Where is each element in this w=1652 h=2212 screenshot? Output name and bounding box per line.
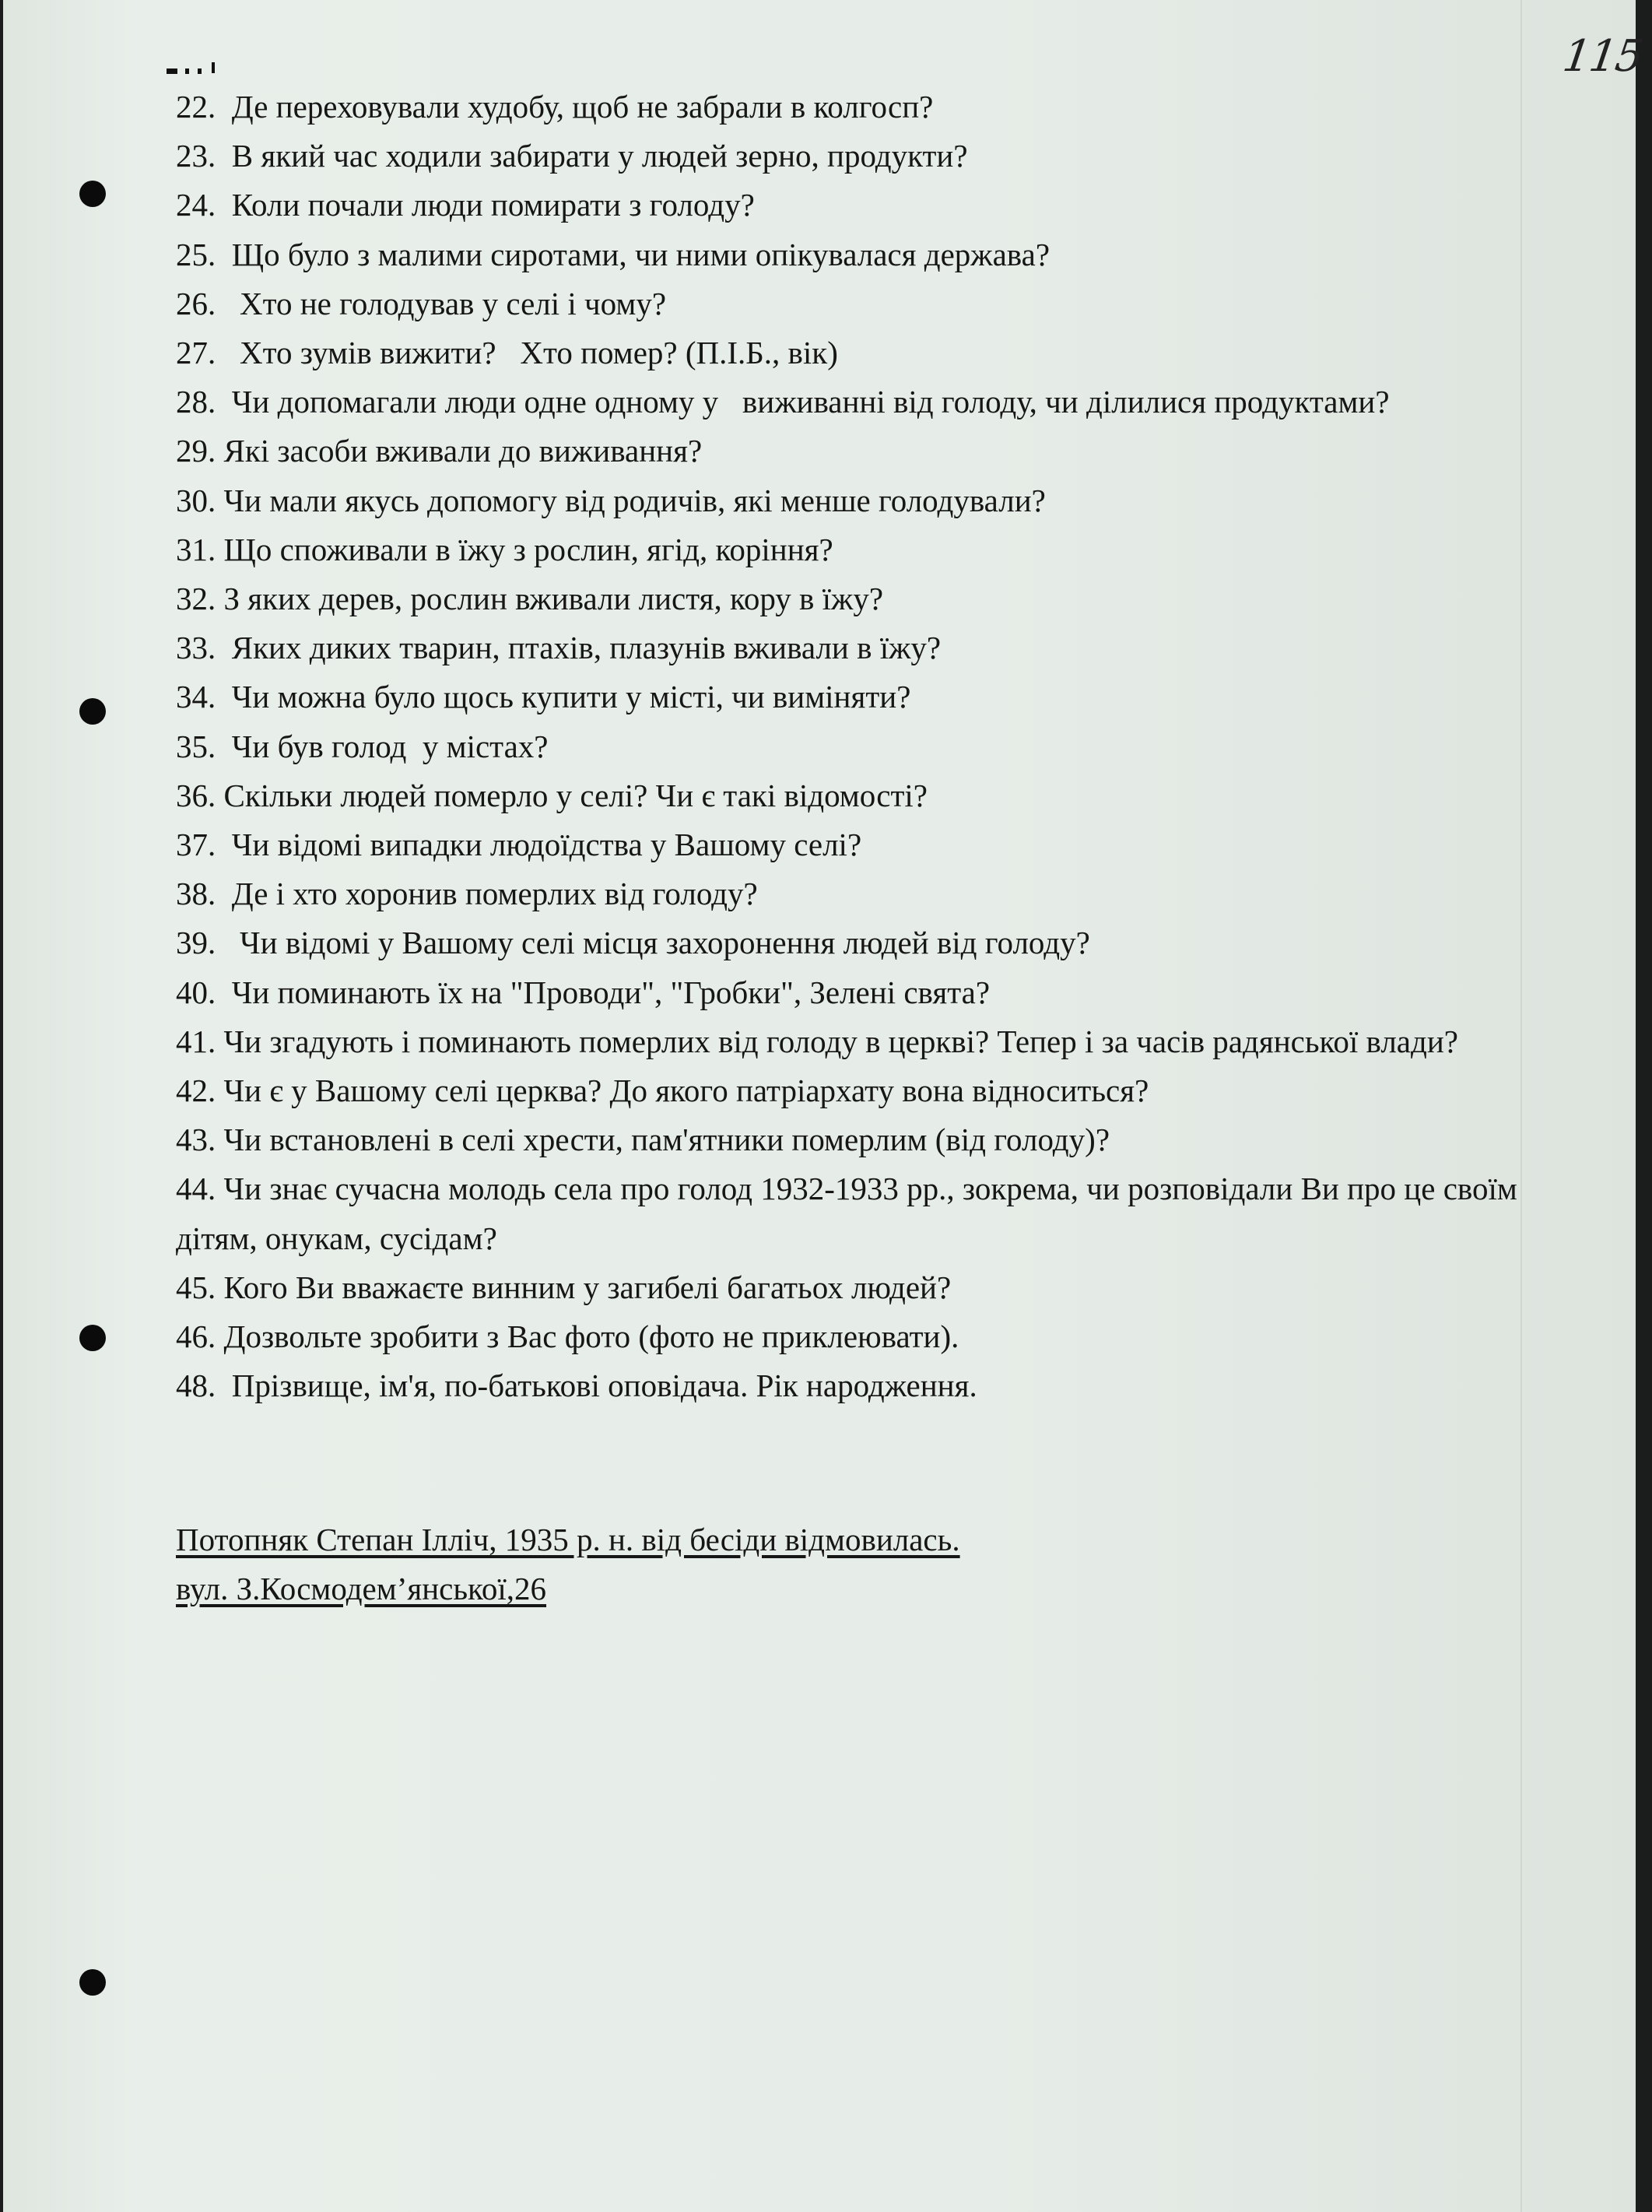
question-item: 40. Чи поминають їх на "Проводи", "Гробки", Зелені свята? [176,974,991,1010]
question-item: 37. Чи відомі випадки людоїдства у Вашому селі? [176,827,862,863]
question-item: 45. Кого Ви вважаєте винним у загибелі багатьох людей? [176,1269,952,1305]
question-item: 34. Чи можна було щось купити у місті, чи виміняти? [176,679,911,715]
question-item: 48. Прізвище, ім'я, по-батькові оповідача. Рік народження. [176,1368,977,1404]
question-item: 33. Яких диких тварин, птахів, плазунів вживали в їжу? [176,630,942,666]
question-list [176,83,1584,1410]
punch-hole [79,181,106,207]
handwritten-page-number: 115 [1559,31,1646,82]
punch-hole [79,698,106,725]
question-item: 32. З яких дерев, рослин вживали листя, кору в їжу? [176,581,884,617]
punch-hole [79,1325,106,1351]
respondent-address: вул. З.Космодем’янської,26 [176,1571,547,1606]
question-item: 26. Хто не голодував у селі і чому? [176,285,667,321]
punch-hole [79,1969,106,1996]
document-page [3,0,1646,2212]
question-item: 22. Де переховували худобу, щоб не забрали в колгосп? [176,89,934,125]
question-item: 30. Чи мали якусь допомогу від родичів, які менше голодували? [176,482,1046,518]
question-item: 36. Скільки людей померло у селі? Чи є такі відомості? [176,777,928,813]
ink-mark [167,68,216,75]
question-item: 31. Що споживали в їжу з рослин, ягід, коріння? [176,531,833,567]
question-item: 35. Чи був голод у містах? [176,728,549,764]
respondent-answer: Потопняк Степан Ілліч, 1935 р. н. від бесіди відмовилась. [176,1522,960,1557]
question-item: 24. Коли почали люди помирати з голоду? [176,187,755,223]
question-item: 29. Які засоби вживали до виживання? [176,433,703,469]
question-item: 44. Чи знає сучасна молодь села про голод 1932-1933 рр., зокрема, чи розповідали Ви про це своїм дітям, онукам, сусідам? [176,1171,1526,1256]
question-item: 23. В який час ходили забирати у людей зерно, продукти? [176,138,968,174]
question-item: 28. Чи допомагали люди одне одному у виживанні від голоду, чи ділилися продуктами? [176,384,1390,420]
question-item: 46. Дозвольте зробити з Вас фото (фото не приклеювати). [176,1318,959,1355]
question-item: 27. Хто зумів вижити? Хто помер? (П.І.Б., вік) [176,335,838,371]
question-item: 43. Чи встановлені в селі хрести, пам'ятники померлим (від голоду)? [176,1122,1110,1158]
question-item: 41. Чи згадують і поминають померлих від голоду в церкві? Тепер і за часів радянської влади? [176,1023,1459,1059]
question-item: 42. Чи є у Вашому селі церква? До якого патріархату вона відноситься? [176,1073,1149,1109]
question-item: 25. Що було з малими сиротами, чи ними опікувалася держава? [176,236,1050,272]
question-item: 39. Чи відомі у Вашому селі місця захоронення людей від голоду? [176,925,1090,961]
question-item: 38. Де і хто хоронив померлих від голоду? [176,876,758,912]
